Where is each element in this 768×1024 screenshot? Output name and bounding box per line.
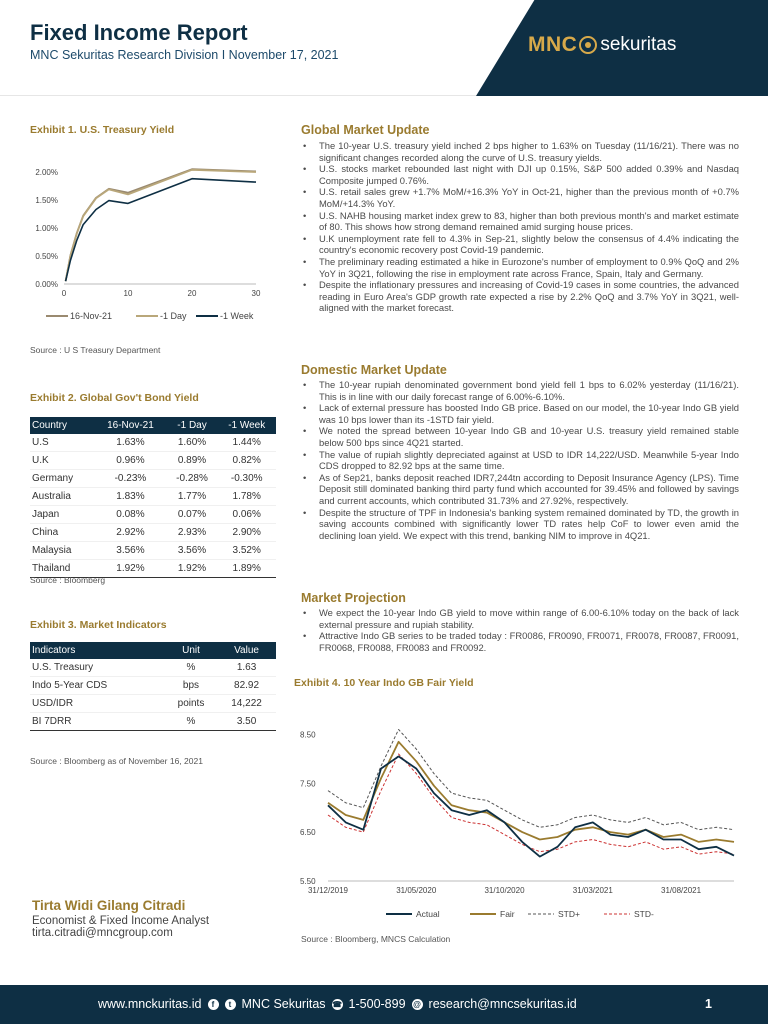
table-cell: 2.93%: [167, 524, 218, 542]
bullet-item: • Despite the inflationary pressures and increasing of Covid-19 cases in some countries, the advanced reading in Euro Area's GDP growth rate expected a rise by 2.2% QoQ and 3.7% YoY in 3Q21, well-aligned with the market forecast.: [303, 279, 739, 314]
table-cell: bps: [165, 677, 217, 695]
table-row: [30, 695, 276, 713]
legend-label: 16-Nov-21: [70, 311, 113, 321]
table-cell: 0.82%: [217, 452, 276, 470]
bullet-item: • U.S. stocks market rebounded last night with DJI up 0.15%, S&P 500 added 0.39% and Nasdaq Composite jumped 0.76%.: [303, 163, 739, 186]
table-cell: 1.60%: [167, 434, 218, 452]
table-cell: 3.56%: [94, 542, 166, 560]
table-cell: -0.30%: [217, 470, 276, 488]
table-row: [30, 659, 276, 677]
footer-phone[interactable]: 1-500-899: [348, 997, 406, 1011]
bullet-item: • U.S. retail sales grew +1.7% MoM/+16.3% YoY in Oct-21, higher than the previous month of +0.7% MoM/+14.3% YoY.: [303, 186, 739, 209]
table-cell: Germany: [30, 470, 94, 488]
table-cell: Australia: [30, 488, 94, 506]
table-cell: %: [165, 659, 217, 677]
table-cell: 3.50: [217, 713, 276, 731]
bullet-item: • Lack of external pressure has boosted Indo GB price. Based on our model, the 10-year Indo GB yield was 10 bps lower than its -1STD fair yield.: [303, 402, 739, 425]
report-title: Fixed Income Report: [30, 20, 248, 45]
table-cell: 2.92%: [94, 524, 166, 542]
table-cell: 3.52%: [217, 542, 276, 560]
table-header-row: [30, 417, 276, 434]
footer-contacts: [98, 997, 577, 1011]
x-tick-label: 10: [123, 289, 133, 298]
table-cell: U.S: [30, 434, 94, 452]
y-tick-label: 2.00%: [35, 168, 58, 177]
domestic-market-bullets: [303, 379, 739, 541]
table-cell: 1.63%: [94, 434, 166, 452]
exhibit2-source: Source : Bloomberg: [30, 575, 106, 585]
exhibit3-source: Source : Bloomberg as of November 16, 2021: [30, 756, 203, 766]
series-line-0: [66, 169, 256, 281]
us-treasury-yield-chart: [26, 150, 276, 330]
table-row: [30, 542, 276, 560]
bullet-item: • The 10-year rupiah denominated government bond yield fell 1 bps to 6.02% yesterday (11/16/21). This is in line with our daily forecast range of 6.00%-6.10%.: [303, 379, 739, 402]
series-line-2: [66, 179, 256, 282]
page-number: 1: [705, 997, 712, 1011]
phone-icon: ☎: [332, 999, 343, 1009]
table-cell: 0.89%: [167, 452, 218, 470]
table-cell: Malaysia: [30, 542, 94, 560]
table-cell: 1.44%: [217, 434, 276, 452]
y-tick-label: 1.00%: [35, 224, 58, 233]
x-tick-label: 31/12/2019: [307, 886, 349, 895]
table-cell: 1.77%: [167, 488, 218, 506]
bullet-item: • Despite the structure of TPF in Indonesia's banking system remained dominated by TD, the growth in saving accounts combined with significantly lower TD rates help CoF to lower even amid the declining loan yield. We expect with this trend, banking NIM to improve in 4Q21.: [303, 507, 739, 542]
global-market-title: Global Market Update: [301, 123, 430, 137]
table-cell: 0.07%: [167, 506, 218, 524]
social-icon: f: [208, 999, 219, 1010]
logo-sekuritas-text: sekuritas: [600, 34, 677, 55]
table-row: [30, 434, 276, 452]
bullet-item: • U.K unemployment rate fell to 4.3% in Sep-21, slightly below the consensus of 4.4% indicating the country's economic recovery post Covid-19 pandemic.: [303, 233, 739, 256]
table-cell: 14,222: [217, 695, 276, 713]
x-tick-label: 31/10/2020: [484, 886, 525, 895]
x-tick-label: 0: [61, 289, 67, 298]
y-tick-label: 0.00%: [35, 280, 58, 289]
exhibit4-title: Exhibit 4. 10 Year Indo GB Fair Yield: [294, 677, 474, 689]
y-tick-label: 5.50: [300, 877, 316, 886]
indo-gb-fair-yield-chart: [292, 700, 744, 928]
x-tick-label: 30: [251, 289, 261, 298]
report-subtitle: MNC Sekuritas Research Division I November 17, 2021: [30, 48, 339, 62]
series-line-1: [66, 170, 256, 281]
twitter-icon: t: [225, 999, 236, 1010]
market-projection-bullets: [303, 607, 739, 653]
logo-orb-icon: [579, 36, 597, 54]
column-header: Country: [30, 417, 94, 434]
table-cell: -0.28%: [167, 470, 218, 488]
table-cell: 82.92: [217, 677, 276, 695]
author-email[interactable]: tirta.citradi@mncgroup.com: [32, 927, 173, 939]
table-cell: USD/IDR: [30, 695, 165, 713]
y-tick-label: 1.50%: [35, 196, 58, 205]
legend-label: -1 Week: [220, 311, 254, 321]
bullet-item: • The value of rupiah slightly depreciated against at USD to IDR 14,222/USD. Meanwhile 5-year Indo CDS dropped to 82.92 bps at the same time.: [303, 449, 739, 472]
market-indicators-table: [30, 642, 276, 731]
y-tick-label: 6.50: [300, 828, 316, 838]
table-cell: -0.23%: [94, 470, 166, 488]
table-cell: U.S. Treasury: [30, 659, 165, 677]
table-cell: BI 7DRR: [30, 713, 165, 731]
author-block: [32, 898, 209, 939]
mnc-sekuritas-logo: [528, 32, 676, 58]
global-bond-yield-table: [30, 417, 276, 578]
bullet-item: • Attractive Indo GB series to be traded today : FR0086, FR0090, FR0071, FR0078, FR0087, FR0091, FR0068, FR0088, FR0083 and FR0092.: [303, 630, 739, 653]
exhibit1-title: Exhibit 1. U.S. Treasury Yield: [30, 124, 175, 136]
table-cell: 1.92%: [167, 560, 218, 578]
table-cell: 1.78%: [217, 488, 276, 506]
market-projection-title: Market Projection: [301, 591, 406, 605]
table-cell: 0.06%: [217, 506, 276, 524]
table-cell: points: [165, 695, 217, 713]
table-row: [30, 506, 276, 524]
x-tick-label: 31/03/2021: [572, 886, 613, 895]
global-market-bullets: [303, 140, 739, 314]
column-header: Indicators: [30, 642, 165, 659]
table-cell: China: [30, 524, 94, 542]
table-row: [30, 713, 276, 731]
table-cell: 2.90%: [217, 524, 276, 542]
y-tick-label: 7.50: [300, 779, 316, 789]
table-row: [30, 677, 276, 695]
domestic-market-title: Domestic Market Update: [301, 363, 447, 377]
table-cell: 3.56%: [167, 542, 218, 560]
legend-label: Actual: [416, 909, 440, 919]
table-cell: 0.96%: [94, 452, 166, 470]
legend-label: -1 Day: [160, 311, 187, 321]
series-line-2: [328, 730, 734, 830]
bullet-item: • We expect the 10-year Indo GB yield to move within range of 6.00-6.10% today on the back of lack external pressure and rupiah stability.: [303, 607, 739, 630]
author-name: Tirta Widi Gilang Citradi: [32, 898, 186, 913]
bullet-item: • The preliminary reading estimated a hike in Eurozone's number of employment to 0.9% QoQ and 2% YoY in 3Q21, following the rise in employment rate across France, Spain, Italy and Germany.: [303, 256, 739, 279]
table-cell: 1.63: [217, 659, 276, 677]
table-cell: 0.08%: [94, 506, 166, 524]
column-header: -1 Day: [167, 417, 218, 434]
bullet-item: • U.S. NAHB housing market index grew to 83, higher than both previous month's and market estimate of 80. This shows how strong demand remained amid surging house prices.: [303, 210, 739, 233]
exhibit2-title: Exhibit 2. Global Gov't Bond Yield: [30, 392, 199, 404]
table-cell: Indo 5-Year CDS: [30, 677, 165, 695]
page-footer: [0, 985, 768, 1024]
legend-label: Fair: [500, 909, 515, 919]
exhibit1-source: Source : U S Treasury Department: [30, 345, 161, 355]
legend-label: STD+: [558, 909, 580, 919]
table-cell: Thailand: [30, 560, 94, 578]
footer-email[interactable]: research@mncsekuritas.id: [428, 997, 577, 1011]
table-cell: 1.92%: [94, 560, 166, 578]
footer-social[interactable]: MNC Sekuritas: [241, 997, 326, 1011]
footer-website[interactable]: www.mnckuritas.id: [98, 997, 202, 1011]
x-tick-label: 31/05/2020: [396, 886, 437, 895]
column-header: -1 Week: [217, 417, 276, 434]
bullet-item: • The 10-year U.S. treasury yield inched 2 bps higher to 1.63% on Tuesday (11/16/21). There was no significant changes recorded along the curve of U.S. treasury yields.: [303, 140, 739, 163]
table-cell: 1.83%: [94, 488, 166, 506]
column-header: 16-Nov-21: [94, 417, 166, 434]
exhibit3-title: Exhibit 3. Market Indicators: [30, 619, 167, 631]
x-tick-label: 31/08/2021: [661, 886, 702, 895]
table-cell: 1.89%: [217, 560, 276, 578]
table-row: [30, 524, 276, 542]
legend-label: STD-: [634, 909, 654, 919]
table-row: [30, 452, 276, 470]
bullet-item: • As of Sep21, banks deposit reached IDR7,244tn according to Deposit Insurance Agency (LPS). Time Deposit still dominated banking third party fund which accounted for 39.45% and followed by savings and current accounts, which contributed 31.73% and 27.92%, respectively.: [303, 472, 739, 507]
author-role: Economist & Fixed Income Analyst: [32, 915, 210, 927]
logo-mnc-text: MNC: [528, 33, 578, 56]
series-line-1: [328, 742, 734, 842]
table-row: [30, 488, 276, 506]
report-header: [0, 0, 768, 96]
table-header-row: [30, 642, 276, 659]
series-line-0: [328, 756, 734, 856]
table-cell: U.K: [30, 452, 94, 470]
email-icon: @: [413, 999, 421, 1009]
table-row: [30, 470, 276, 488]
exhibit4-source: Source : Bloomberg, MNCS Calculation: [301, 934, 451, 944]
column-header: Value: [217, 642, 276, 659]
y-tick-label: 8.50: [300, 730, 316, 740]
y-tick-label: 0.50%: [35, 252, 58, 261]
x-tick-label: 20: [187, 289, 197, 298]
table-cell: %: [165, 713, 217, 731]
column-header: Unit: [165, 642, 217, 659]
bullet-item: • We noted the spread between 10-year Indo GB and 10-year U.S. treasury yield remained stable below 500 bps since 4Q21 started.: [303, 425, 739, 448]
table-cell: Japan: [30, 506, 94, 524]
